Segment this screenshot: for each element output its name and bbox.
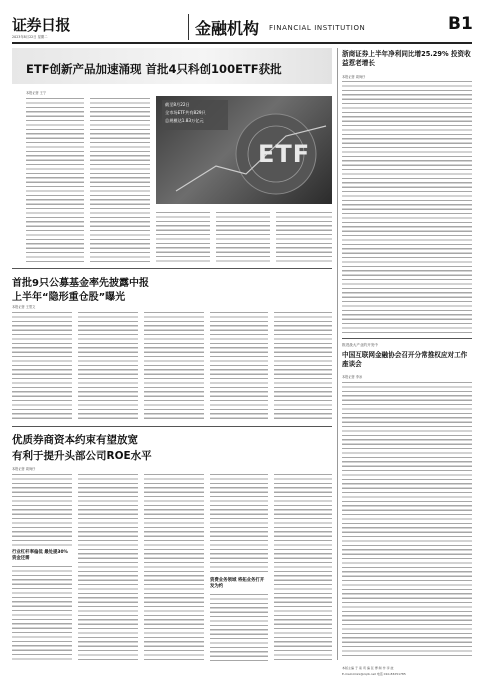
top-story-col-5 bbox=[276, 212, 332, 262]
bottom-story-subhead-2: 资费业务领域 将拓业务打开发为约 bbox=[210, 578, 265, 589]
mid-story-col-2 bbox=[78, 312, 138, 420]
section-box bbox=[188, 14, 445, 40]
top-story-col-3 bbox=[156, 212, 210, 262]
bottom-story-headline-2: 有利于提升头部公司ROE水平 bbox=[12, 450, 152, 462]
mid-story-col-1 bbox=[12, 312, 72, 420]
bottom-story-col-5 bbox=[274, 474, 332, 662]
right-story-2 bbox=[342, 342, 474, 660]
bottom-story-col-2 bbox=[78, 474, 138, 662]
bottom-story-col-4a bbox=[210, 474, 268, 574]
bottom-story-col-3 bbox=[144, 474, 204, 662]
top-story-headline: ETF创新产品加速涌现 首批4只科创100ETF获批 bbox=[26, 62, 282, 76]
mid-story-headline-2: 上半年“隐形重仓股”曝光 bbox=[12, 292, 126, 303]
top-story-col-4 bbox=[216, 212, 270, 262]
bottom-story-col-4b bbox=[210, 594, 268, 662]
bottom-story-headline-1: 优质券商资本约束有望放宽 bbox=[12, 434, 138, 446]
right-rule bbox=[342, 338, 472, 339]
mid-story-headline-1: 首批9只公募基金率先披露中报 bbox=[12, 278, 149, 289]
right-story-2-headline: 中国互联网金融协会召开分常推权应对工作座谈会 bbox=[342, 351, 468, 368]
footer-line-2: E-mail:zmzx@zqrb.net 电话 010-83251785 bbox=[342, 672, 406, 676]
right-story-1-body bbox=[342, 81, 472, 335]
footer-line-1: 本版主编 于 南 责 编 张 博 制 作 李 波 bbox=[342, 666, 394, 670]
mid-story-col-5 bbox=[274, 312, 332, 420]
section-title-en: FINANCIAL INSTITUTION bbox=[269, 24, 366, 32]
right-story-2-kicker: 推进战大产业的开发中 bbox=[342, 343, 378, 347]
date-line: 2023年8月22日 星期二 bbox=[12, 35, 48, 39]
masthead bbox=[12, 14, 472, 44]
bottom-story-col-1b bbox=[12, 566, 72, 662]
right-story-1 bbox=[342, 48, 474, 338]
bottom-rule bbox=[12, 426, 332, 427]
top-story-byline: 本报记者 王宁 bbox=[26, 91, 47, 95]
image-caption-1: 截至8月22日 bbox=[165, 102, 190, 107]
section-title: 金融机构 bbox=[195, 19, 260, 38]
bottom-story bbox=[12, 430, 332, 664]
image-etf-text: ETF bbox=[258, 140, 311, 168]
right-story-1-headline: 浙商证券上半年净利同比增25.29% 投资收益惹老增长 bbox=[342, 50, 471, 67]
paper-name: 证券日报 bbox=[12, 16, 71, 34]
top-story bbox=[12, 48, 332, 264]
footer bbox=[342, 664, 474, 684]
image-caption-3: 总规模达1.83万亿元 bbox=[165, 118, 204, 123]
right-story-2-body bbox=[342, 382, 472, 658]
right-story-1-byline: 本报记者 周尚仔 bbox=[342, 75, 366, 79]
bottom-story-byline: 本报记者 周尚仔 bbox=[12, 467, 36, 471]
top-story-photo bbox=[156, 96, 332, 204]
bottom-story-col-1a bbox=[12, 474, 72, 546]
top-story-col-2 bbox=[90, 98, 150, 262]
right-column-divider bbox=[337, 48, 338, 660]
right-story-2-byline: 本报记者 李冰 bbox=[342, 375, 363, 379]
masthead-rule bbox=[12, 42, 472, 44]
bottom-story-subhead-1: 行业杠杆率偏低 最处提30%资金还需 bbox=[12, 550, 68, 561]
mid-story-byline: 本报记者 王思文 bbox=[12, 305, 36, 309]
top-story-col-1 bbox=[26, 98, 84, 262]
mid-story bbox=[12, 272, 332, 422]
mid-story-col-3 bbox=[144, 312, 204, 420]
mid-rule bbox=[12, 268, 332, 269]
page-number: B1 bbox=[448, 14, 473, 34]
mid-story-col-4 bbox=[210, 312, 268, 420]
image-caption-2: 全市场ETF共有829只 bbox=[165, 110, 206, 115]
